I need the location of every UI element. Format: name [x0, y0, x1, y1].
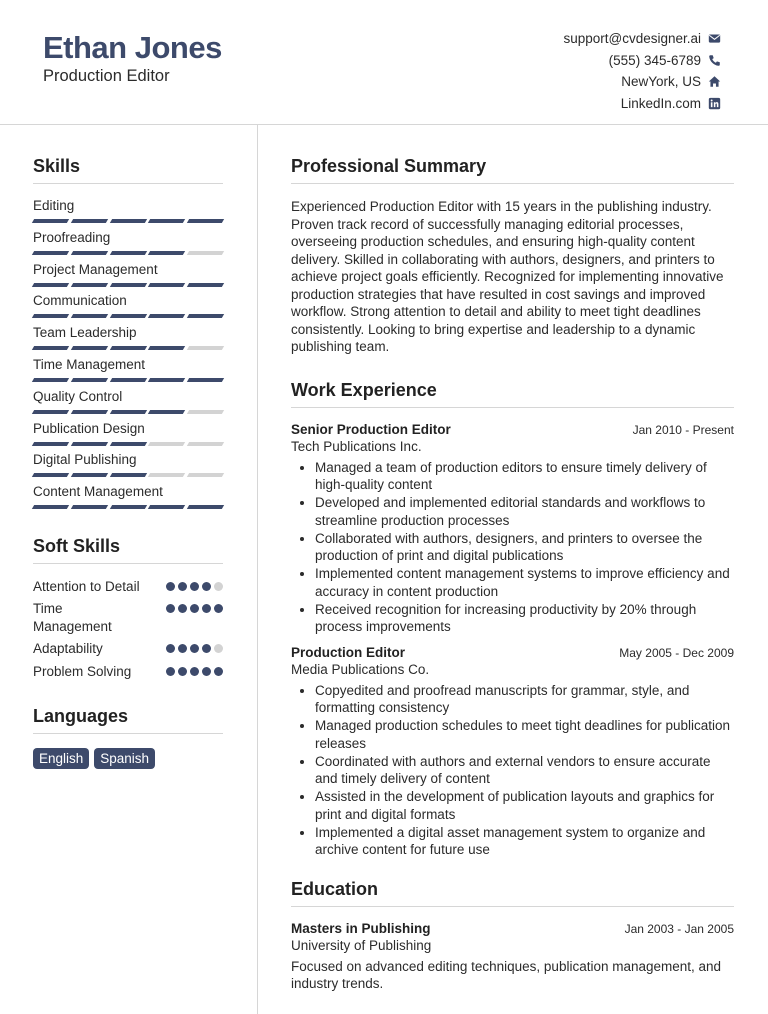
skill-level-segment [148, 378, 185, 382]
skills-list [33, 198, 223, 516]
soft-skills-list [33, 578, 223, 681]
language-badge: Spanish [94, 748, 155, 769]
job-bullets [291, 459, 734, 636]
soft-skill-name: Problem Solving [33, 663, 132, 679]
education-degree: Masters in Publishing [291, 920, 431, 936]
skill-level-segment [109, 314, 146, 318]
rating-dot [214, 667, 223, 676]
skill-level-bar [33, 283, 223, 287]
skill-name: Editing [33, 198, 75, 213]
job-header [291, 645, 734, 660]
rating-dot [178, 644, 187, 653]
contact-phone[interactable] [563, 50, 721, 72]
contact-list [563, 28, 721, 114]
skill-level-segment [32, 251, 69, 255]
education-school: University of Publishing [291, 937, 432, 953]
education-date: Jan 2003 - Jan 2005 [624, 921, 734, 936]
skill-level-segment [71, 505, 108, 509]
rating-dot [166, 604, 175, 613]
summary-heading: Professional Summary [291, 156, 734, 184]
soft-skills-heading: Soft Skills [33, 536, 223, 564]
soft-skill-rating [166, 582, 223, 591]
contact-location-text: NewYork, US [621, 74, 701, 90]
skills-heading: Skills [33, 156, 223, 184]
skill-level-bar [33, 378, 223, 382]
soft-skill-item [33, 578, 223, 596]
candidate-title: Production Editor [43, 67, 170, 85]
home-icon [708, 75, 721, 88]
rating-dot [190, 667, 199, 676]
soft-skill-name: Attention to Detail [33, 578, 140, 594]
skill-level-segment [32, 346, 69, 350]
skill-level-segment [148, 346, 185, 350]
job-bullet: • Implemented a digital asset management system to organize and archive content for future use [315, 824, 734, 859]
soft-skill-rating [166, 604, 223, 613]
rating-dot [178, 667, 187, 676]
job-date: Jan 2010 - Present [632, 422, 734, 437]
skill-name: Team Leadership [33, 325, 137, 341]
skill-name: Project Management [33, 261, 158, 277]
skill-level-segment [32, 410, 69, 414]
skill-level-segment [148, 505, 185, 509]
rating-dot [214, 604, 223, 613]
skill-level-segment [109, 473, 146, 477]
job-entry [291, 422, 734, 636]
skill-level-segment [148, 473, 185, 477]
skill-level-segment [109, 219, 146, 223]
rating-dot [178, 582, 187, 591]
education-entry [291, 921, 734, 993]
job-bullet: • Developed and implemented editorial standards and workflows to streamline production processes [315, 494, 734, 529]
skill-level-bar [33, 505, 223, 509]
rating-dot [190, 644, 199, 653]
rating-dot [166, 667, 175, 676]
skill-item [33, 262, 223, 294]
skill-level-segment [109, 442, 146, 446]
contact-email[interactable] [563, 28, 721, 50]
skill-level-segment [187, 346, 224, 350]
skill-level-segment [32, 283, 69, 287]
skill-level-segment [71, 251, 108, 255]
rating-dot [202, 667, 211, 676]
linkedin-icon [708, 97, 721, 110]
skill-level-segment [32, 442, 69, 446]
skill-level-segment [187, 473, 224, 477]
skill-level-segment [187, 505, 224, 509]
language-badge: English [33, 748, 89, 769]
candidate-name: Ethan Jones [43, 30, 222, 65]
skill-level-segment [148, 314, 185, 318]
rating-dot [178, 604, 187, 613]
soft-skill-name: Time Management [33, 601, 112, 634]
job-bullet: • Received recognition for increasing productivity by 20% through process improvements [315, 601, 734, 636]
soft-skill-item [33, 640, 223, 658]
right-column [291, 156, 734, 993]
skill-level-segment [148, 283, 185, 287]
job-bullet: • Coordinated with authors and external vendors to ensure accurate and timely delivery of content [315, 753, 734, 788]
skill-level-segment [187, 314, 224, 318]
job-bullet: • Managed a team of production editors to ensure timely delivery of high-quality content [315, 459, 734, 494]
skill-level-segment [187, 283, 224, 287]
job-bullet: • Managed production schedules to meet tight deadlines for publication releases [315, 717, 734, 752]
job-bullet: • Collaborated with authors, designers, and printers to oversee the production of print and digital publications [315, 530, 734, 565]
skill-name: Time Management [33, 356, 146, 372]
contact-email-text: support@cvdesigner.ai [563, 31, 701, 47]
contact-location [563, 71, 721, 93]
skill-name: Proofreading [33, 229, 111, 245]
skill-name: Communication [33, 293, 127, 309]
job-bullet: • Implemented content management systems to improve efficiency and accuracy in content production [315, 565, 734, 600]
skill-level-segment [71, 410, 108, 414]
skill-level-segment [71, 283, 108, 287]
job-bullet: • Assisted in the development of publication layouts and graphics for print and digital formats [315, 788, 734, 823]
job-header [291, 422, 734, 437]
skill-level-segment [32, 473, 69, 477]
skill-level-bar [33, 314, 223, 318]
skill-level-bar [33, 410, 223, 414]
skill-level-segment [109, 378, 146, 382]
skill-name: Quality Control [33, 388, 123, 404]
summary-text: Experienced Production Editor with 15 years in the publishing industry. Proven track record of successfully managing editorial processes, overseeing production schedules, and ensuring high-quality content delivery. Skilled in collaborating with authors, designers, and printers to achieve project goals efficiently. Recognized for implementing innovative production strategies that have resulted in cost savings and improved workflow. Strong attention to detail and ability to meet tight deadlines consistently. Looking to bring expertise and leadership to a dynamic publishing team. [291, 199, 724, 354]
skill-level-segment [71, 346, 108, 350]
skill-level-segment [71, 442, 108, 446]
job-title: Senior Production Editor [291, 421, 451, 437]
skill-level-segment [32, 219, 69, 223]
skill-level-bar [33, 219, 223, 223]
skill-level-segment [109, 283, 146, 287]
left-column [33, 156, 223, 769]
rating-dot [166, 582, 175, 591]
skill-level-segment [187, 378, 224, 382]
skill-level-segment [148, 410, 185, 414]
skill-name: Content Management [33, 484, 163, 500]
skill-item [33, 357, 223, 389]
skill-level-segment [71, 473, 108, 477]
skill-level-segment [109, 410, 146, 414]
skill-name: Publication Design [33, 420, 145, 436]
soft-skill-item [33, 600, 223, 635]
skill-level-bar [33, 346, 223, 350]
rating-dot [202, 604, 211, 613]
rating-dot [190, 604, 199, 613]
rating-dot [190, 582, 199, 591]
envelope-icon [708, 32, 721, 45]
skill-level-segment [32, 505, 69, 509]
languages-heading: Languages [33, 706, 223, 734]
phone-icon [708, 54, 721, 67]
soft-skill-item [33, 663, 223, 681]
education-description: Focused on advanced editing techniques, publication management, and industry trends. [291, 958, 722, 991]
skill-level-bar [33, 473, 223, 477]
education-header [291, 921, 734, 936]
skill-level-segment [109, 346, 146, 350]
skill-level-segment [148, 251, 185, 255]
skill-level-bar [33, 251, 223, 255]
soft-skill-name: Adaptability [33, 641, 103, 657]
contact-phone-text: (555) 345-6789 [608, 52, 701, 68]
work-list [291, 422, 734, 859]
job-company: Media Publications Co. [291, 661, 430, 677]
rating-dot [214, 644, 223, 653]
skill-level-segment [71, 378, 108, 382]
contact-linkedin[interactable] [563, 93, 721, 115]
education-heading: Education [291, 879, 734, 907]
skill-level-segment [109, 505, 146, 509]
work-heading: Work Experience [291, 380, 734, 408]
job-date: May 2005 - Dec 2009 [619, 645, 734, 660]
skill-item [33, 421, 223, 453]
skill-item [33, 452, 223, 484]
skill-level-segment [187, 442, 224, 446]
job-entry [291, 645, 734, 859]
rating-dot [214, 582, 223, 591]
job-bullets [291, 682, 734, 859]
skill-item [33, 293, 223, 325]
job-bullet: • Copyedited and proofread manuscripts for grammar, style, and formatting consistency [315, 682, 734, 717]
languages-list [33, 748, 223, 769]
rating-dot [202, 582, 211, 591]
skill-item [33, 198, 223, 230]
skill-name: Digital Publishing [33, 452, 137, 468]
soft-skill-rating [166, 667, 223, 676]
skill-level-bar [33, 442, 223, 446]
contact-linkedin-text: LinkedIn.com [620, 95, 701, 111]
skill-level-segment [187, 251, 224, 255]
skill-item [33, 389, 223, 421]
skill-level-segment [187, 410, 224, 414]
skill-item [33, 325, 223, 357]
skill-level-segment [148, 442, 185, 446]
skill-item [33, 484, 223, 516]
skill-level-segment [71, 219, 108, 223]
education-list [291, 921, 734, 993]
skill-level-segment [32, 378, 69, 382]
soft-skill-rating [166, 644, 223, 653]
job-company: Tech Publications Inc. [291, 438, 422, 454]
job-title: Production Editor [291, 644, 405, 660]
skill-level-segment [109, 251, 146, 255]
skill-level-segment [71, 314, 108, 318]
skill-level-segment [32, 314, 69, 318]
resume-header [0, 0, 768, 125]
rating-dot [166, 644, 175, 653]
skill-level-segment [148, 219, 185, 223]
column-divider [257, 125, 258, 1014]
skill-item [33, 230, 223, 262]
rating-dot [202, 644, 211, 653]
skill-level-segment [187, 219, 224, 223]
